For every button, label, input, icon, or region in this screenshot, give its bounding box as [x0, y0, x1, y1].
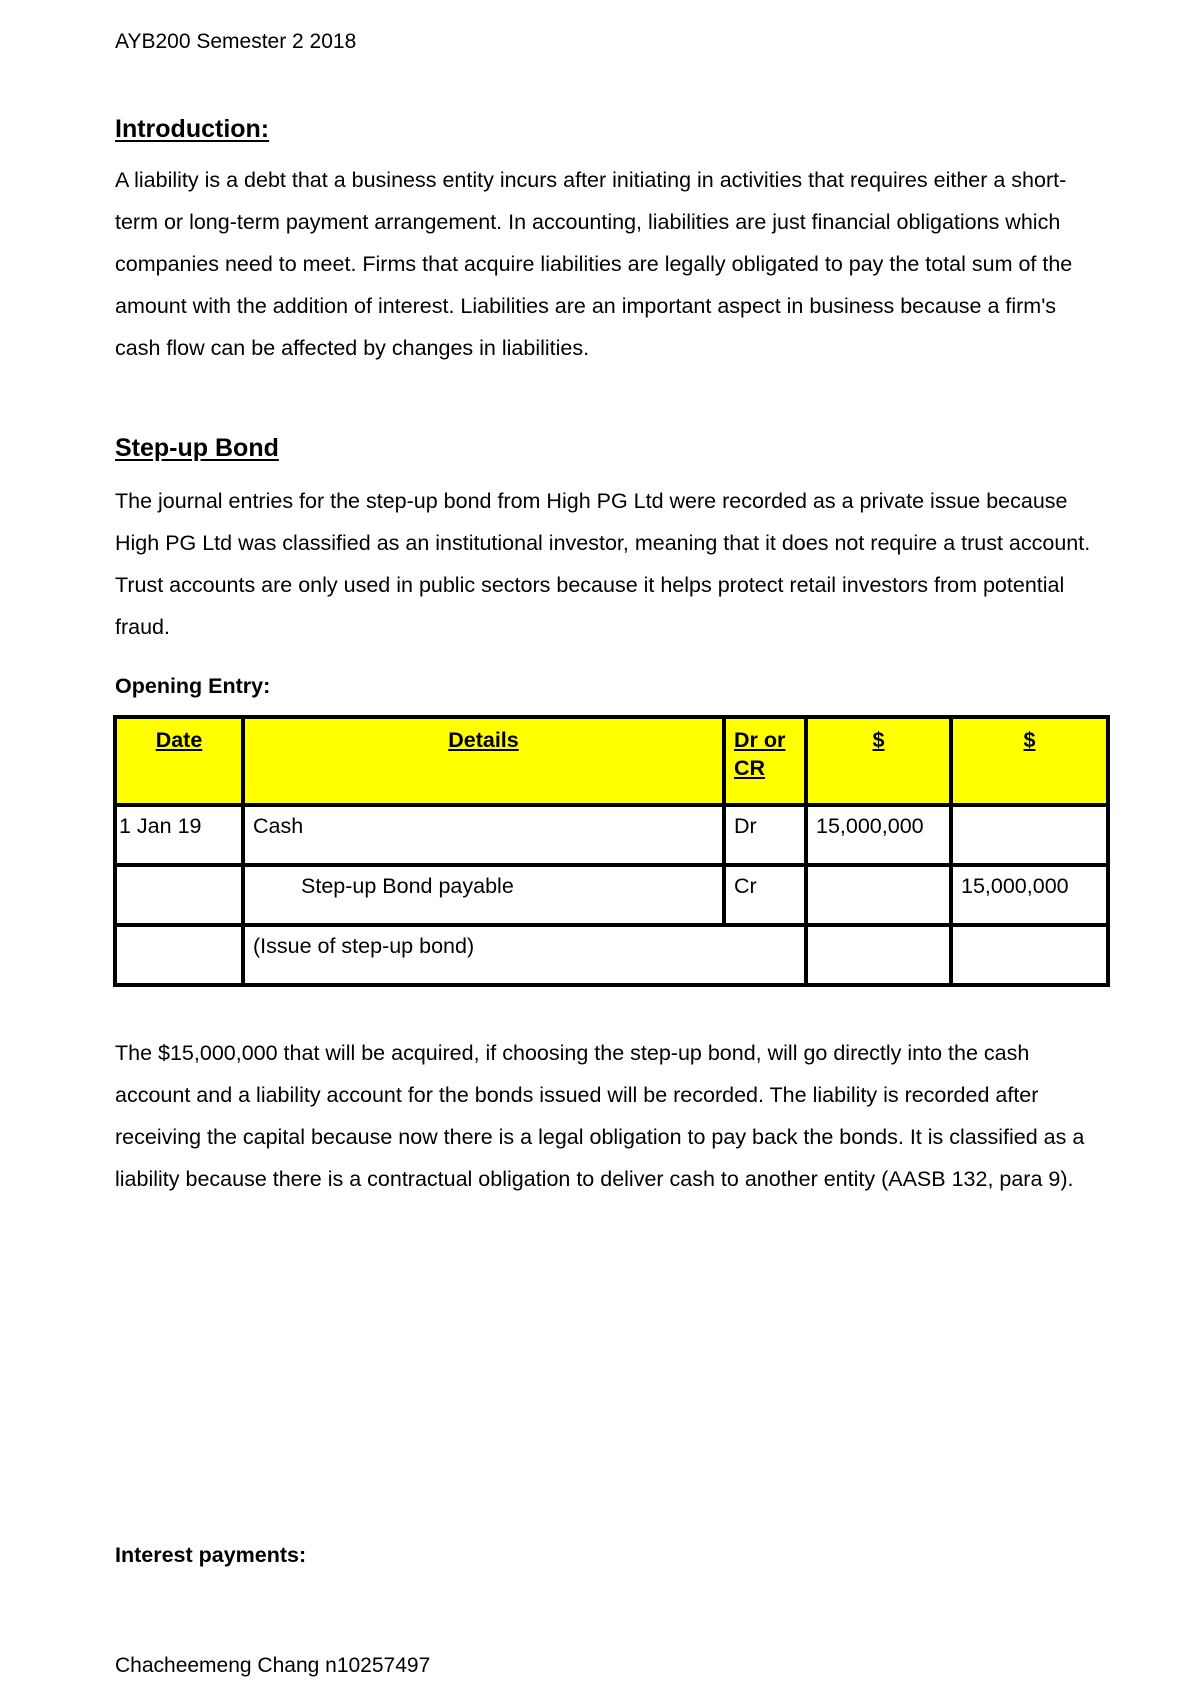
cell-narration: (Issue of step-up bond) — [243, 925, 806, 985]
cell-details: Cash — [243, 805, 724, 865]
step-up-bond-heading: Step-up Bond — [115, 434, 279, 462]
cell-date: 1 Jan 19 — [115, 805, 243, 865]
cell-date — [115, 865, 243, 925]
step-up-bond-paragraph: The journal entries for the step-up bond from High PG Ltd were recorded as a private issue because High PG Ltd was classified as an institutional investor, meaning that it does not require a trust account. Trust accounts are only used in public sectors because it helps protect retail investors from potential fraud. — [115, 489, 1091, 639]
cell-credit — [951, 925, 1108, 985]
cell-debit: 15,000,000 — [806, 805, 951, 865]
cell-debit — [806, 925, 951, 985]
introduction-paragraph: A liability is a debt that a business entity incurs after initiating in activities that requires either a short-term or long-term payment arrangement. In accounting, liabilities are just financial obligations which companies need to meet. Firms that acquire liabilities are legally obligated to pay the total sum of the amount with the addition of interest. Liabilities are an important aspect in business because a firm's cash flow can be affected by changes in liabilities. — [115, 168, 1073, 360]
opening-entry-heading: Opening Entry: — [115, 674, 271, 698]
header-dr-cr: Dr or CR — [724, 717, 806, 805]
cell-dr-cr: Cr — [724, 865, 806, 925]
interest-payments-heading: Interest payments: — [115, 1543, 307, 1567]
opening-entry-explanation: The $15,000,000 that will be acquired, if choosing the step-up bond, will go directly into the cash account and a liability account for the bonds issued will be recorded. The liability is recorded after receiving the capital because now there is a legal obligation to pay back the bonds. It is classified as a liability because there is a contractual obligation to deliver cash to another entity (AASB 132, para 9). — [115, 1041, 1085, 1191]
document-footer: Chacheemeng Chang n10257497 — [115, 1654, 431, 1677]
header-details: Details — [243, 717, 724, 805]
cell-details — [243, 865, 724, 925]
introduction-heading: Introduction: — [115, 115, 270, 143]
table-row — [115, 925, 1108, 985]
table-row — [115, 805, 1108, 865]
cell-details-indented: Step-up Bond payable — [301, 874, 514, 898]
header-credit-amount: $ — [951, 717, 1108, 805]
header-date: Date — [115, 717, 243, 805]
cell-dr-cr: Dr — [724, 805, 806, 865]
table-row — [115, 865, 1108, 925]
table-header-row — [115, 717, 1108, 805]
cell-credit — [951, 805, 1108, 865]
cell-credit: 15,000,000 — [951, 865, 1108, 925]
header-debit-amount: $ — [806, 717, 951, 805]
journal-entry-table — [113, 715, 1110, 987]
document-header: AYB200 Semester 2 2018 — [115, 30, 357, 53]
cell-debit — [806, 865, 951, 925]
cell-date — [115, 925, 243, 985]
